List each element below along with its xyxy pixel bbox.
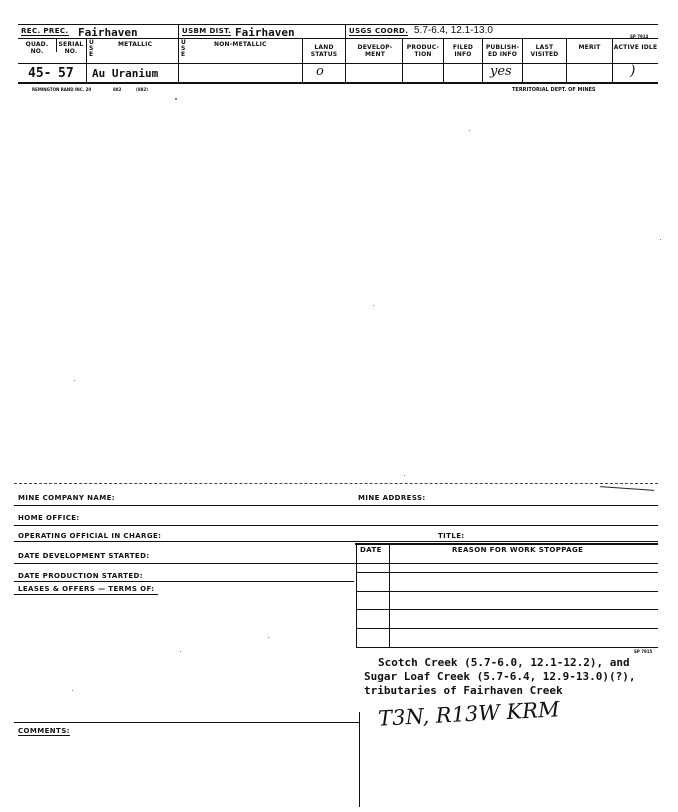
stoppage-date-divider <box>389 543 390 647</box>
leases-offers-label: LEASES & OFFERS — TERMS OF: <box>18 585 155 593</box>
comments-right-rule <box>359 712 360 807</box>
col-serial-no: SERIAL NO. <box>58 41 84 55</box>
usbm-dist-value: Fairhaven <box>235 26 295 39</box>
usgs-coord-label: USGS COORD. <box>349 27 409 35</box>
col-land-status: LAND STATUS <box>310 44 338 58</box>
header-row-rule <box>18 63 658 64</box>
handwritten-note: T3N, R13W KRM <box>377 697 561 731</box>
form-number-top: SP 7914 <box>630 34 649 39</box>
official-rule <box>14 541 658 542</box>
col-use-marker-a: U S E <box>89 39 95 58</box>
divider-usbm <box>178 24 179 82</box>
stoppage-date-header: DATE <box>360 546 382 554</box>
home-office-rule <box>14 525 658 526</box>
scan-speck <box>469 130 470 131</box>
record-serial: 57 <box>58 66 74 81</box>
stoppage-left-rule <box>356 543 357 647</box>
col-production: PRODUC-TION <box>406 44 440 58</box>
date-production-started-label: DATE PRODUCTION STARTED: <box>18 572 143 580</box>
printer-code: 882 <box>113 87 122 92</box>
scan-speck <box>180 651 181 652</box>
header-top-rule <box>18 24 658 25</box>
stoppage-row-5 <box>356 647 658 648</box>
record-metallic: Au Uranium <box>92 67 159 80</box>
scan-speck <box>268 637 269 638</box>
col-published-info: PUBLISH-ED INFO <box>485 44 520 58</box>
title-label: TITLE: <box>438 532 465 540</box>
record-active-idle: ) <box>630 63 636 79</box>
stoppage-row-3 <box>356 609 658 610</box>
record-land-status: o <box>316 64 324 79</box>
rec-prec-label: REC. PREC. <box>21 27 69 35</box>
usbm-dist-label: USBM DIST. <box>182 27 232 35</box>
col-non-metallic: NON-METALLIC <box>214 41 267 48</box>
divider-usgs <box>345 24 346 82</box>
home-office-label: HOME OFFICE: <box>18 514 80 522</box>
date-development-started-label: DATE DEVELOPMENT STARTED: <box>18 552 150 560</box>
note-line-1: Scotch Creek (5.7-6.0, 12.1-12.2), and <box>378 656 630 669</box>
scan-speck <box>175 98 177 100</box>
col-last-visited: LAST VISITED <box>530 44 559 58</box>
pen-stroke <box>600 486 654 491</box>
stoppage-reason-header: REASON FOR WORK STOPPAGE <box>452 546 584 554</box>
company-rule <box>14 505 658 506</box>
prod-started-rule <box>14 581 354 582</box>
stoppage-row-1 <box>356 572 658 573</box>
col-active-idle: ACTIVE IDLE <box>613 44 658 51</box>
scan-speck <box>373 305 374 306</box>
mine-company-name-label: MINE COMPANY NAME: <box>18 494 115 502</box>
leases-underline <box>14 594 158 595</box>
header-bottom-rule <box>18 82 658 84</box>
printer-imprint: REMINGTON RAND INC. 20 <box>32 87 92 92</box>
department-name: TERRITORIAL DEPT. OF MINES <box>512 87 596 93</box>
note-line-2: Sugar Loaf Creek (5.7-6.4, 12.9-13.0)(?), <box>364 670 636 683</box>
record-published: yes <box>490 64 512 79</box>
scan-speck <box>404 475 405 476</box>
col-merit: MERIT <box>578 44 601 51</box>
mine-address-label: MINE ADDRESS: <box>358 494 426 502</box>
col-development: DEVELOP-MENT <box>357 44 393 58</box>
col-metallic: METALLIC <box>118 41 153 48</box>
form-number-bottom: SP 7915 <box>634 649 653 654</box>
usgs-coord-value: 5.7-6.4, 12.1-13.0 <box>414 25 493 36</box>
note-line-3: tributaries of Fairhaven Creek <box>364 684 563 697</box>
rec-prec-value: Fairhaven <box>78 26 138 39</box>
stoppage-row-4 <box>356 628 658 629</box>
scan-speck <box>660 239 661 240</box>
divider-land <box>302 38 303 82</box>
divider-metallic <box>86 38 87 82</box>
operating-official-label: OPERATING OFFICIAL IN CHARGE: <box>18 532 162 540</box>
printer-code-2: (882) <box>136 87 149 92</box>
lower-top-dashed-rule <box>14 483 658 484</box>
stoppage-top-rule <box>355 543 658 545</box>
comments-top-rule <box>14 722 359 723</box>
col-filed-info: FILED INFO <box>452 44 474 58</box>
scan-speck <box>74 380 75 381</box>
record-quad: 45- <box>28 66 52 81</box>
comments-label: COMMENTS: <box>18 727 70 735</box>
col-quad-no: QUAD. NO. <box>25 41 49 55</box>
dev-started-rule <box>14 563 658 564</box>
col-use-marker-b: U S E <box>181 39 187 58</box>
stoppage-row-2 <box>356 591 658 592</box>
scan-speck <box>72 690 73 691</box>
